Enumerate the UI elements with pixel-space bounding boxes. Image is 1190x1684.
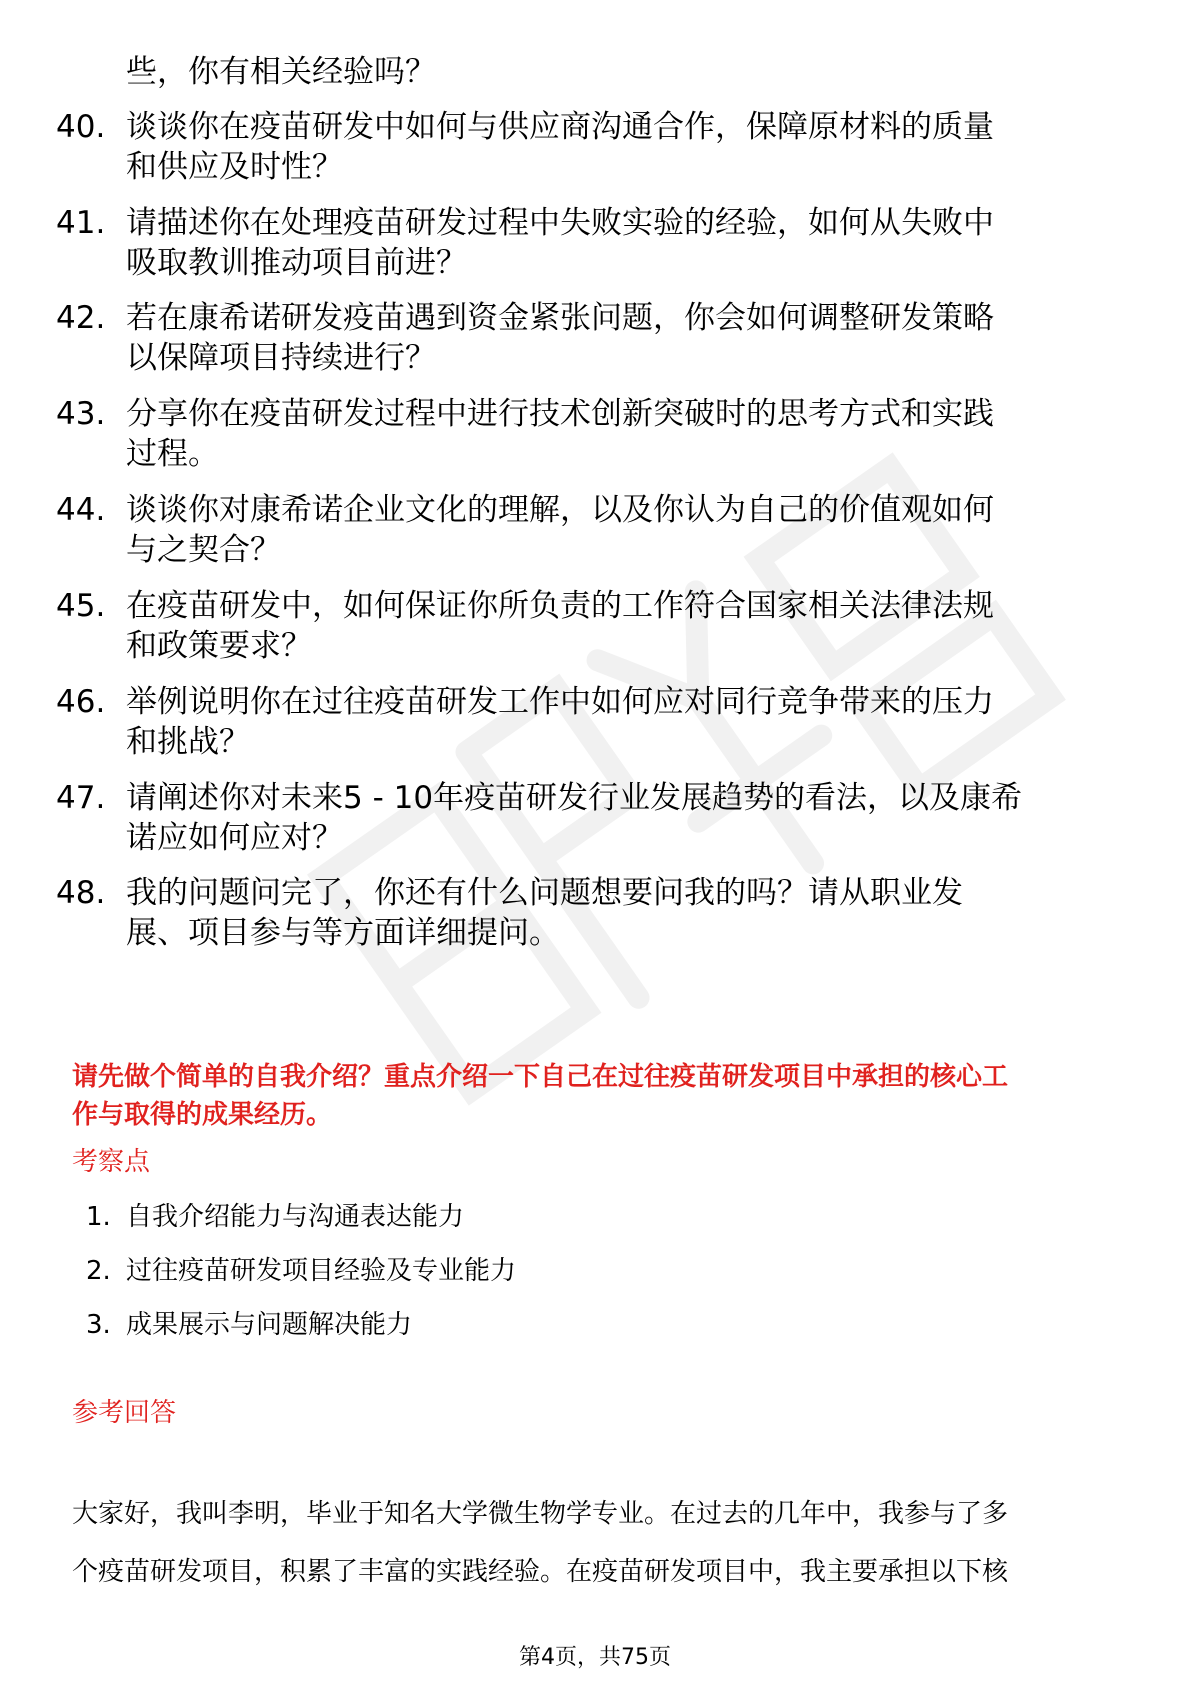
page-footer: 第4页，共75页 (519, 1645, 671, 1670)
exam-point-item (86, 1200, 464, 1234)
reference-answer-body (72, 1485, 1132, 1601)
exam-points-title: 考察点 (72, 1147, 151, 1177)
exam-point-text: 自我介绍能力与沟通表达能力 (126, 1202, 465, 1232)
question-number: 48. (56, 875, 106, 911)
question-line: 分享你在疫苗研发过程中进行技术创新突破时的思考方式和实践 (126, 396, 994, 432)
question-line: 以保障项目持续进行？ (126, 340, 436, 376)
highlighted-question (72, 1058, 1132, 1134)
question-line: 展、项目参与等方面详细提问。 (126, 915, 560, 951)
question-number: 45. (56, 588, 106, 624)
question-line: 在疫苗研发中，如何保证你所负责的工作符合国家相关法律法规 (126, 588, 994, 624)
question-number: 42. (56, 300, 106, 336)
question-line: 举例说明你在过往疫苗研发工作中如何应对同行竞争带来的压力 (126, 684, 994, 720)
question-line: 过程。 (126, 436, 219, 472)
exam-point-text: 过往疫苗研发项目经验及专业能力 (126, 1256, 517, 1286)
highlighted-question-line: 作与取得的成果经历。 (72, 1100, 333, 1130)
question-line: 请阐述你对未来5 - 10年疫苗研发行业发展趋势的看法，以及康希 (126, 780, 1023, 816)
exam-point-number: 2. (86, 1256, 111, 1286)
question-number: 40. (56, 109, 106, 145)
question-number: 41. (56, 205, 106, 241)
answer-line: 大家好，我叫李明，毕业于知名大学微生物学专业。在过去的几年中，我参与了多 (72, 1499, 1009, 1529)
question-line: 请描述你在处理疫苗研发过程中失败实验的经验，如何从失败中 (126, 205, 994, 241)
exam-point-item (86, 1308, 412, 1342)
exam-point-item (86, 1254, 516, 1288)
question-line: 谈谈你在疫苗研发中如何与供应商沟通合作，保障原材料的质量 (126, 109, 994, 145)
exam-point-text: 成果展示与问题解决能力 (126, 1310, 413, 1340)
reference-answer-title: 参考回答 (72, 1398, 177, 1428)
question-number: 47. (56, 780, 106, 816)
question-continuation: 些，你有相关经验吗？ (126, 54, 436, 90)
exam-point-number: 3. (86, 1310, 111, 1340)
question-number: 43. (56, 396, 106, 432)
highlighted-question-line: 请先做个简单的自我介绍？重点介绍一下自己在过往疫苗研发项目中承担的核心工 (72, 1062, 1009, 1092)
question-line: 和挑战？ (126, 724, 250, 760)
question-line: 和供应及时性？ (126, 149, 343, 185)
question-number: 44. (56, 492, 106, 528)
question-line: 若在康希诺研发疫苗遇到资金紧张问题，你会如何调整研发策略 (126, 300, 994, 336)
question-line: 和政策要求？ (126, 628, 312, 664)
answer-line: 个疫苗研发项目，积累了丰富的实践经验。在疫苗研发项目中，我主要承担以下核 (72, 1557, 1009, 1587)
question-line: 吸取教训推动项目前进？ (126, 245, 467, 281)
question-line: 谈谈你对康希诺企业文化的理解，以及你认为自己的价值观如何 (126, 492, 994, 528)
exam-point-number: 1. (86, 1202, 111, 1232)
question-line: 与之契合？ (126, 532, 281, 568)
question-line: 诺应如何应对？ (126, 820, 343, 856)
question-number: 46. (56, 684, 106, 720)
question-line: 我的问题问完了，你还有什么问题想要问我的吗？请从职业发 (126, 875, 963, 911)
